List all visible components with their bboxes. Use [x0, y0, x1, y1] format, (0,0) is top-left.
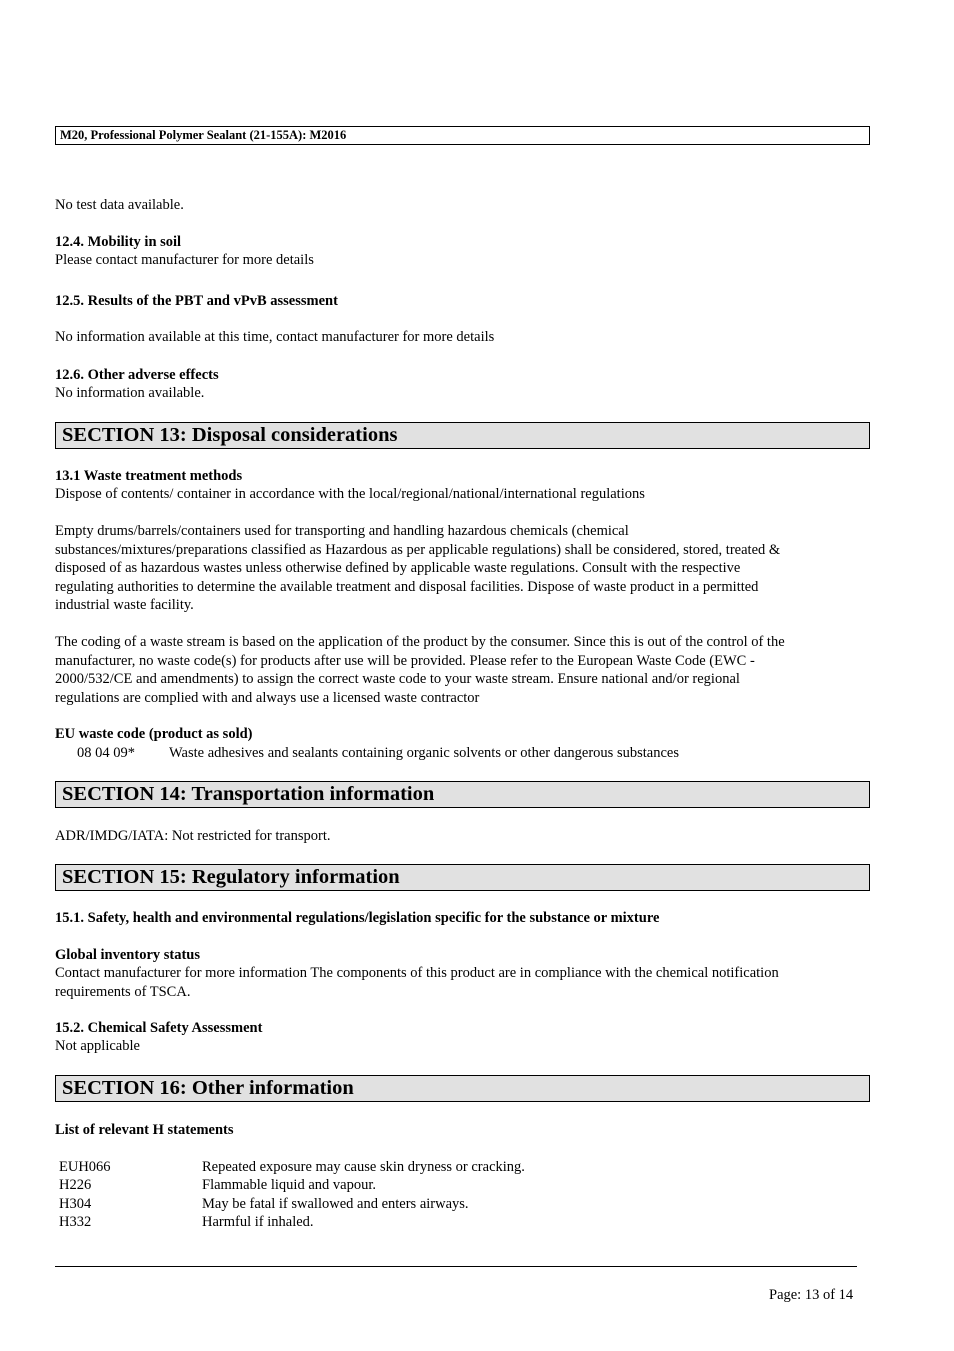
- paragraph-line: 2000/532/CE and amendments) to assign the correct waste code to your waste stream. Ensure national and/or regional: [55, 671, 740, 687]
- h-statement-text: Flammable liquid and vapour.: [202, 1177, 376, 1193]
- pbt-text: No information available at this time, contact manufacturer for more details: [55, 329, 495, 345]
- eu-waste-description: Waste adhesives and sealants containing organic solvents or other dangerous substances: [169, 745, 679, 761]
- disposal-paragraph-1: [55, 522, 780, 615]
- global-inventory-heading: Global inventory status: [55, 947, 201, 963]
- paragraph-line: disposed of as hazardous wastes unless otherwise defined by applicable waste regulations. Consult with the respective: [55, 560, 741, 576]
- chemical-safety-text: Not applicable: [55, 1038, 140, 1054]
- section-16-heading: SECTION 16: Other information: [55, 1075, 870, 1102]
- pbt-heading: 12.5. Results of the PBT and vPvB assessment: [55, 293, 338, 309]
- section-13-heading: SECTION 13: Disposal considerations: [55, 422, 870, 449]
- h-statement-code: EUH066: [59, 1159, 111, 1175]
- paragraph-line: The coding of a waste stream is based on the application of the product by the consumer. Since this is out of the control of the: [55, 634, 785, 650]
- paragraph-line: industrial waste facility.: [55, 597, 194, 613]
- page-number: Page: 13 of 14: [769, 1287, 854, 1303]
- section-14-heading: SECTION 14: Transportation information: [55, 781, 870, 808]
- regulations-heading: 15.1. Safety, health and environmental regulations/legislation specific for the substance or mixture: [55, 910, 660, 926]
- paragraph-line: Empty drums/barrels/containers used for transporting and handling hazardous chemicals (chemical: [55, 523, 629, 539]
- mobility-text: Please contact manufacturer for more details: [55, 252, 314, 268]
- h-statement-text: Harmful if inhaled.: [202, 1214, 314, 1230]
- h-statement-code: H226: [59, 1177, 92, 1193]
- other-effects-text: No information available.: [55, 385, 205, 401]
- waste-treatment-heading: 13.1 Waste treatment methods: [55, 468, 243, 484]
- product-header: M20, Professional Polymer Sealant (21-155A): M2016: [55, 126, 870, 145]
- paragraph-line: requirements of TSCA.: [55, 983, 191, 1000]
- h-statement-text: Repeated exposure may cause skin dryness or cracking.: [202, 1159, 525, 1175]
- eu-waste-code: 08 04 09*: [77, 745, 135, 761]
- waste-treatment-text: Dispose of contents/ container in accordance with the local/regional/national/international regulations: [55, 486, 645, 502]
- global-inventory-text: [55, 964, 779, 1001]
- h-statement-code: H304: [59, 1196, 92, 1212]
- section-15-heading: SECTION 15: Regulatory information: [55, 864, 870, 891]
- paragraph-line: Contact manufacturer for more information The components of this product are in compliance with the chemical notification: [55, 965, 779, 981]
- other-effects-heading: 12.6. Other adverse effects: [55, 367, 219, 383]
- transport-text: ADR/IMDG/IATA: Not restricted for transport.: [55, 828, 331, 844]
- paragraph-line: manufacturer, no waste code(s) for products after use will be provided. Please refer to the European Waste Code (EWC -: [55, 652, 755, 669]
- paragraph-line: regulating authorities to determine the available treatment and disposal facilities. Dispose of waste product in a permitted: [55, 578, 759, 595]
- chemical-safety-heading: 15.2. Chemical Safety Assessment: [55, 1020, 263, 1036]
- h-statements-heading: List of relevant H statements: [55, 1122, 234, 1138]
- footer-divider: [55, 1266, 857, 1267]
- paragraph-line: substances/mixtures/preparations classified as Hazardous as per applicable regulations) shall be considered, stored, treated &: [55, 541, 781, 558]
- h-statement-code: H332: [59, 1214, 92, 1230]
- mobility-heading: 12.4. Mobility in soil: [55, 234, 182, 250]
- paragraph-line: regulations are complied with and always use a licensed waste contractor: [55, 689, 480, 706]
- h-statement-text: May be fatal if swallowed and enters airways.: [202, 1196, 469, 1212]
- disposal-paragraph-2: [55, 633, 785, 707]
- eu-waste-code-heading: EU waste code (product as sold): [55, 726, 253, 742]
- no-test-data-text: No test data available.: [55, 197, 184, 213]
